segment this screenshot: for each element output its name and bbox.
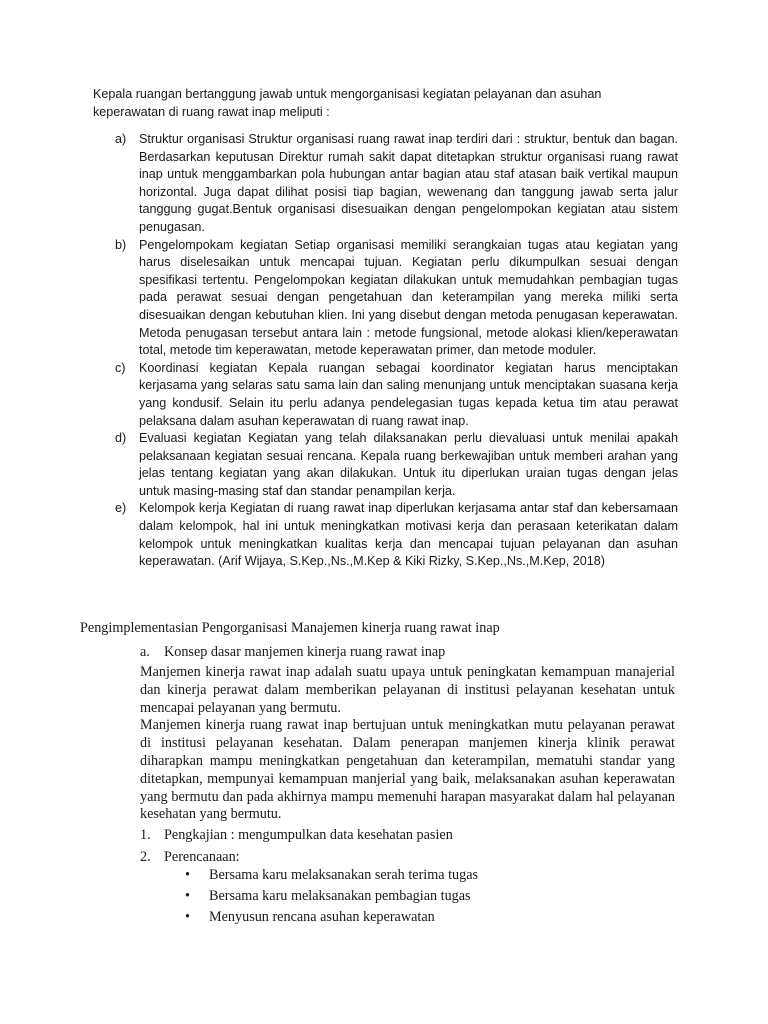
list-item-text: Pengelompokam kegiatan Setiap organisasi memiliki serangkaian tugas atau kegiatan yang harus diselesaikan untuk mencapai tujuan. Kegiatan perlu dikumpulkan sesuai dengan spesifikasi tertentu. Pengelompokan kegiatan dilakukan untuk memudahkan pembagian tugas pada perawat sesuai dengan pengetahuan dan keterampilan yang mereka miliki serta disesuaikan dengan kebutuhan klien. Ini yang disebut dengan metoda penugasan keperawatan. Metoda penugasan tersebut antara lain : metode fungsional, metode alokasi klien/keperawatan total, metode tim keperawatan, metode keperawatan primer, dan metode moduler. bbox=[139, 237, 678, 358]
subsection-body bbox=[140, 664, 675, 824]
list-marker: e) bbox=[115, 501, 127, 516]
list-marker: d) bbox=[115, 431, 127, 446]
bullet-item bbox=[185, 908, 478, 926]
list-marker: a) bbox=[115, 132, 127, 146]
list-item-text: Kelompok kerja Kegiatan di ruang rawat inap diperlukan kerjasama antar staf dan kebersamaan dalam kelompok, hal ini untuk meningkatkan motivasi kerja dan perasaan keterikatan dalam kelompok untuk meningkatkan kualitas kerja dan mencapai tujuan pelayanan dan asuhan keperawatan. (Arif Wijaya, S.Kep.,Ns.,M.Kep & Kiki Rizky, S.Kep.,Ns.,M.Kep, 2018) bbox=[139, 501, 678, 569]
subsection-title: Konsep dasar manjemen kinerja ruang rawat inap bbox=[164, 644, 446, 660]
bullet-icon: • bbox=[185, 867, 190, 883]
list-marker: b) bbox=[115, 237, 127, 252]
paragraph-2: Manjemen kinerja ruang rawat inap bertujuan untuk meningkatkan mutu pelayanan perawat di institusi pelayanan kesehatan. Dalam penerapan manjemen kinerja klinik perawat diharapkan mampu meningkatkan pengetahuan dan keterampilan, mematuhi standar yang ditetapkan, mempunyai kemampuan manjerial yang baik, melaksanakan asuhan keperawatan yang bermutu dan pada akhirnya mampu memenuhi harapan masyarakat dalam hal pelayanan kesehatan yang bermutu. bbox=[140, 717, 675, 823]
bullet-icon: • bbox=[185, 888, 190, 904]
subsection-heading bbox=[140, 643, 445, 661]
list-item bbox=[93, 237, 678, 360]
list-item-text: Evaluasi kegiatan Kegiatan yang telah dilaksanakan perlu dievaluasi untuk menilai apakah pelaksanaan kegiatan sesuai rencana. Kepala ruang berkewajiban untuk memberi arahan yang jelas tentang kegiatan yang akan dilakukan. Untuk itu diperlukan uraian tugas dengan jelas untuk masing-masing staf dan standar penampilan kerja. bbox=[139, 431, 678, 498]
list-marker: c) bbox=[115, 360, 126, 375]
list-item bbox=[93, 360, 678, 430]
steps-list bbox=[140, 826, 453, 870]
list-item-text: Koordinasi kegiatan Kepala ruangan sebagai koordinator kegiatan harus menciptakan kerjasama yang selaras satu sama lain dan saling menunjang untuk menciptakan suasana kerja yang kondusif. Selain itu perlu adanya pendelegasian tugas kepada ketua tim atau perawat pelaksana dalam asuhan keperawatan di ruang rawat inap. bbox=[139, 360, 678, 428]
bullet-text: Menyusun rencana asuhan keperawatan bbox=[209, 909, 435, 925]
intro-paragraph bbox=[93, 85, 678, 121]
bullet-item bbox=[185, 887, 478, 905]
bullet-icon: • bbox=[185, 909, 190, 925]
organisasi-list bbox=[93, 131, 678, 571]
step-item bbox=[140, 826, 453, 844]
list-item bbox=[93, 500, 678, 570]
bullet-item bbox=[185, 866, 478, 884]
step-item bbox=[140, 848, 453, 866]
step-marker: 2. bbox=[140, 849, 151, 865]
planning-bullets bbox=[185, 866, 478, 929]
bullet-text: Bersama karu melaksanakan serah terima tugas bbox=[209, 867, 479, 883]
intro-line-1: Kepala ruangan bertanggung jawab untuk mengorganisasi kegiatan pelayanan dan asuhan bbox=[93, 87, 602, 101]
bullet-text: Bersama karu melaksanakan pembagian tugas bbox=[209, 888, 471, 904]
list-item bbox=[93, 131, 678, 237]
list-item bbox=[93, 430, 678, 500]
step-marker: 1. bbox=[140, 827, 151, 843]
list-item-text: Struktur organisasi Struktur organisasi ruang rawat inap terdiri dari : struktur, bentuk dan bagan. Berdasarkan keputusan Direktur rumah sakit dapat ditetapkan struktur organisasi ruang rawat inap untuk menggambarkan pola hubungan antar bagian atau staf atasan baik vertikal maupun horizontal. Juga dapat dilihat posisi tiap bagian, wewenang dan tanggung jawab serta jalur tanggung gugat.Bentuk organisasi disesuaikan dengan pengelompokan kegiatan atau sistem penugasan. bbox=[139, 132, 678, 234]
intro-line-2: keperawatan di ruang rawat inap meliputi : bbox=[93, 105, 330, 119]
paragraph-1: Manjemen kinerja rawat inap adalah suatu upaya untuk peningkatan kemampuan manajerial dan kinerja perawat dalam memberikan pelayanan di institusi pelayanan kesehatan untuk mencapai pelayanan yang bermutu. bbox=[140, 664, 675, 716]
section-title: Pengimplementasian Pengorganisasi Manajemen kinerja ruang rawat inap bbox=[80, 620, 500, 636]
subsection-marker: a. bbox=[140, 644, 150, 660]
step-text: Pengkajian : mengumpulkan data kesehatan pasien bbox=[164, 827, 453, 843]
step-text: Perencanaan: bbox=[164, 849, 240, 865]
